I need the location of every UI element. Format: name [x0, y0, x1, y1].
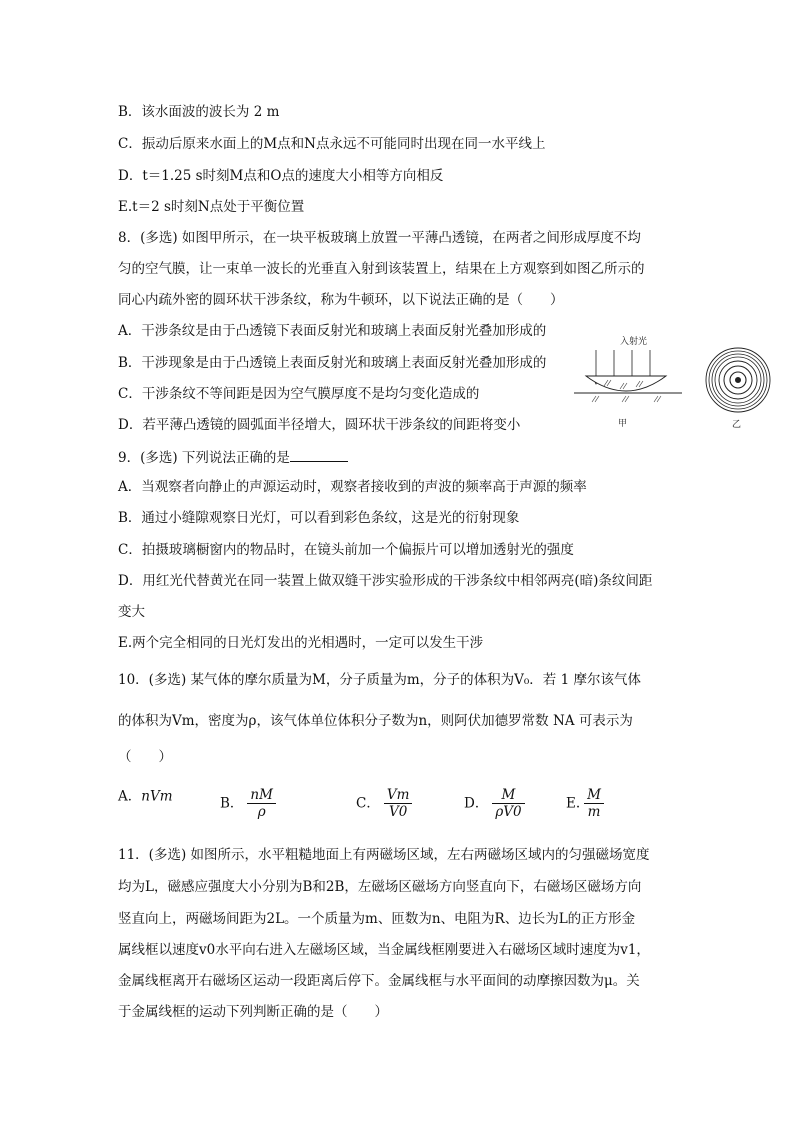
q10-option-d-numerator: M: [492, 787, 524, 804]
q8-stem-line2: 匀的空气膜，让一束单一波长的光垂直入射到该装置上，结果在上方观察到如图乙所示的: [118, 261, 645, 277]
q10-option-d-label: D．: [464, 795, 489, 812]
q10-option-d: [464, 787, 525, 820]
q10-paren: （ ）: [118, 749, 172, 765]
q10-stem-line2: 的体积为Vm，密度为ρ，该气体单位体积分子数为n，则阿伏加德罗常数 NA 可表示为: [118, 713, 633, 729]
q9-option-a: A．当观察者向静止的声源运动时，观察者接收到的声波的频率高于声源的频率: [118, 479, 587, 495]
q9-option-d-line2: 变大: [118, 604, 145, 620]
q9-stem: [118, 447, 348, 467]
q8-option-d: D．若平薄凸透镜的圆弧面半径增大，圆环状干涉条纹的间距将变小: [118, 417, 521, 433]
q11-line5: 金属线框离开右磁场区运动一段距离后停下。金属线框与水平面间的动摩擦因数为μ。关: [118, 973, 640, 989]
q10-option-e-label: E.: [566, 795, 581, 812]
q10-option-a-expr: nVm: [141, 788, 173, 805]
q8-stem-line1: 8．(多选) 如图甲所示，在一块平板玻璃上放置一平薄凸透镜，在两者之间形成厚度不均: [118, 230, 641, 246]
q10-option-b-fraction: [247, 787, 276, 820]
q10-option-d-denominator: ρV0: [495, 804, 522, 820]
q8-stem-line3: 同心内疏外密的圆环状干涉条纹，称为牛顿环，以下说法正确的是（ ）: [118, 292, 564, 308]
q11-line4: 属线框以速度v0水平向右进入左磁场区域，当金属线框刚要进入右磁场区域时速度为v1，: [118, 942, 650, 958]
q11-line3: 竖直向上，两磁场间距为2L。一个质量为m、匝数为n、电阻为R、边长为L的正方形金: [118, 911, 636, 927]
q10-option-e-denominator: m: [587, 804, 601, 820]
incident-light-label: 入射光: [620, 337, 648, 347]
q10-option-c-numerator: Vm: [384, 787, 413, 804]
q10-option-b-numerator: nM: [247, 787, 276, 804]
q10-option-d-fraction: [492, 787, 524, 820]
figure-yi-label: 乙: [732, 420, 742, 430]
q10-option-c-fraction: [384, 787, 413, 820]
q10-option-a: [118, 787, 173, 806]
q11-line1: 11．(多选) 如图所示，水平粗糙地面上有两磁场区域，左右两磁场区域内的匀强磁场宽度: [118, 847, 650, 863]
q10-option-e-numerator: M: [584, 787, 604, 804]
q7-option-b: B．该水面波的波长为 2 m: [118, 104, 280, 120]
q7-option-c: C．振动后原来水面上的M点和N点永远不可能同时出现在同一水平线上: [118, 136, 546, 152]
q8-option-a: A．干涉条纹是由于凸透镜下表面反射光和玻璃上表面反射光叠加形成的: [118, 323, 547, 339]
q10-option-c-label: C．: [356, 795, 380, 812]
figure-yi-newton-rings: [700, 345, 780, 435]
q9-answer-blank: [290, 447, 348, 462]
q11-line6: 于金属线框的运动下列判断正确的是（ ）: [118, 1004, 388, 1020]
q10-option-c-denominator: V0: [388, 804, 408, 820]
q10-option-b-label: B．: [220, 795, 244, 812]
q10-option-a-label: A．: [118, 788, 142, 805]
q9-option-b: B．通过小缝隙观察日光灯，可以看到彩色条纹，这是光的衍射现象: [118, 510, 520, 526]
q10-option-c: [356, 787, 412, 820]
q10-option-e: [566, 787, 604, 820]
q9-option-e: E.两个完全相同的日光灯发出的光相遇时，一定可以发生干涉: [118, 635, 484, 651]
q9-option-d-line1: D．用红光代替黄光在同一装置上做双缝干涉实验形成的干涉条纹中相邻两亮(暗)条纹间距: [118, 573, 653, 589]
q10-option-b: [220, 787, 276, 820]
q8-option-c: C．干涉条纹不等间距是因为空气膜厚度不是均匀变化造成的: [118, 386, 480, 402]
q9-stem-text: 9．(多选) 下列说法正确的是: [118, 450, 290, 466]
q10-stem-line1: 10．(多选) 某气体的摩尔质量为M，分子质量为m，分子的体积为V₀．若 1 摩尔该气体: [118, 672, 641, 688]
q10-option-b-denominator: ρ: [257, 804, 266, 820]
figure-jia-label: 甲: [618, 419, 628, 429]
q10-option-e-fraction: [584, 787, 604, 820]
q7-option-d: D．t＝1.25 s时刻M点和O点的速度大小相等方向相反: [118, 168, 444, 184]
q11-line2: 均为L，磁感应强度大小分别为B和2B，左磁场区磁场方向竖直向下，右磁场区磁场方向: [118, 879, 642, 895]
q7-option-e: E.t＝2 s时刻N点处于平衡位置: [118, 199, 305, 215]
convex-lens: [586, 376, 666, 391]
q8-option-b: B．干涉现象是由于凸透镜上表面反射光和玻璃上表面反射光叠加形成的: [118, 355, 547, 371]
figure-jia-lens-diagram: [570, 330, 690, 430]
q9-option-c: C．拍摄玻璃橱窗内的物品时，在镜头前加一个偏振片可以增加透射光的强度: [118, 542, 574, 558]
